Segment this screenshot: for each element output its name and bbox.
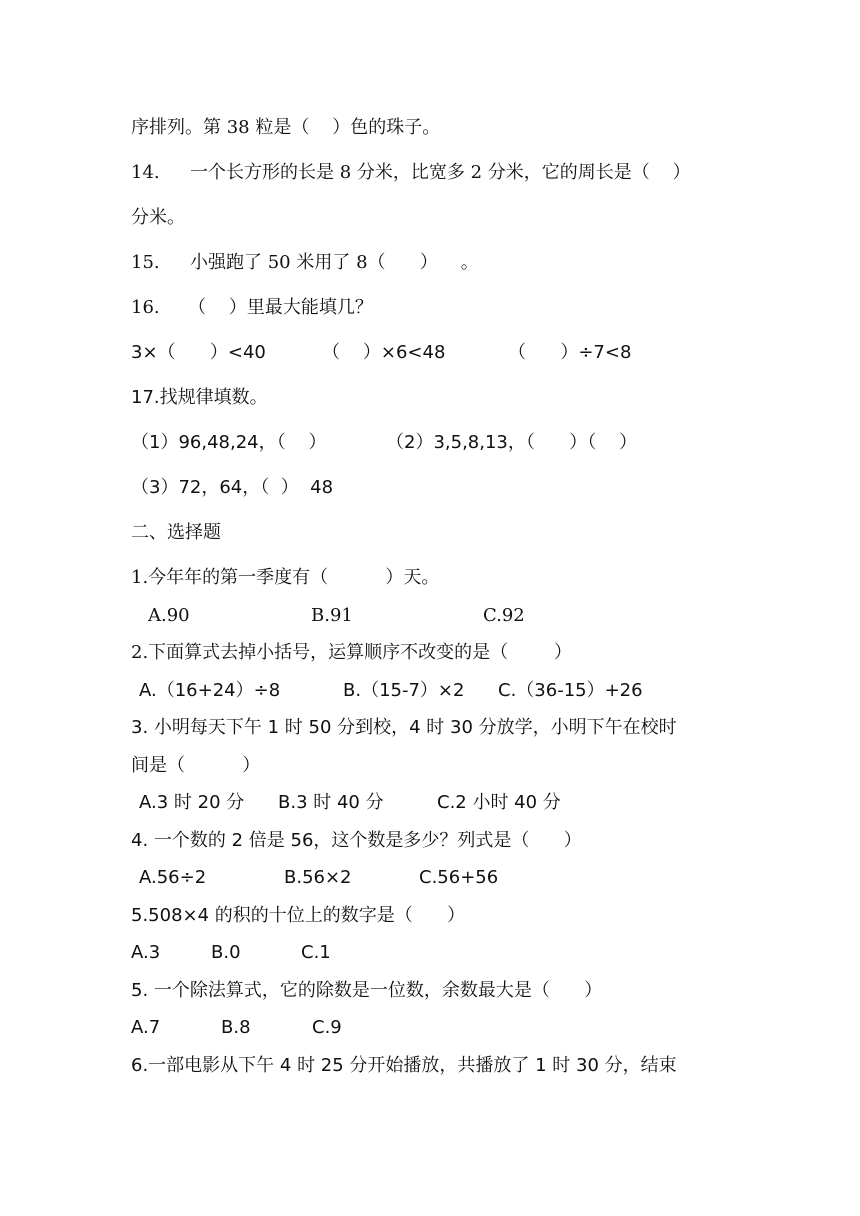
choice-3-option-a: A.3 时 20 分 <box>139 792 245 813</box>
choice-7-question: 6.一部电影从下午 4 时 25 分开始播放，共播放了 1 时 30 分，结束 <box>131 1055 677 1076</box>
choice-3-continuation: 间是（ ） <box>131 755 261 776</box>
choice-6-option-c: C.9 <box>312 1017 342 1038</box>
choice-3-option-b: B.3 时 40 分 <box>278 792 384 813</box>
q17-item-2: （2）3,5,8,13，（ ）（ ） <box>386 432 638 453</box>
choice-4-option-a: A.56÷2 <box>139 867 207 888</box>
choice-1-question: 1.今年年的第一季度有（ ）天。 <box>131 567 440 588</box>
section-heading-choice: 二、选择题 <box>131 522 221 543</box>
choice-5-option-b: B.0 <box>211 942 241 963</box>
q17-heading: 17.找规律填数。 <box>131 387 268 408</box>
choice-2-option-c: C.（36-15）+26 <box>498 680 643 701</box>
choice-2-option-b: B.（15-7）×2 <box>343 680 465 701</box>
choice-6-question: 5. 一个除法算式，它的除数是一位数，余数最大是（ ） <box>131 980 603 1001</box>
choice-3-question: 3. 小明每天下午 1 时 50 分到校，4 时 30 分放学，小明下午在校时 <box>131 717 677 738</box>
choice-2-option-a: A.（16+24）÷8 <box>139 680 281 701</box>
q17-item-3: （3）72，64，（ ） 48 <box>131 477 334 498</box>
choice-1-option-a: A.90 <box>148 605 190 626</box>
choice-6-option-a: A.7 <box>131 1017 161 1038</box>
choice-5-question: 5.508×4 的积的十位上的数字是（ ） <box>131 905 466 926</box>
q16-text: （ ）里最大能填几？ <box>188 297 373 318</box>
q16-item-b: （ ）×6<48 <box>322 342 446 363</box>
q14-continuation: 分米。 <box>131 207 185 228</box>
choice-2-question: 2.下面算式去掉小括号，运算顺序不改变的是（ ） <box>131 642 572 663</box>
choice-3-option-c: C.2 小时 40 分 <box>437 792 561 813</box>
q14-number: 14. <box>131 162 160 183</box>
choice-1-option-b: B.91 <box>311 605 353 626</box>
q17-item-1: （1）96,48,24，（ ） <box>131 432 327 453</box>
q15-number: 15. <box>131 252 160 273</box>
q16-item-a: 3×（ ）<40 <box>131 342 266 363</box>
q15-text: 小强跑了 50 米用了 8（ ） 。 <box>190 252 479 273</box>
q14-text: 一个长方形的长是 8 分米，比宽多 2 分米，它的周长是（ ） <box>190 162 691 183</box>
q13-continuation: 序排列。第 38 粒是（ ）色的珠子。 <box>131 117 441 138</box>
q16-item-c: （ ）÷7<8 <box>508 342 632 363</box>
choice-5-option-a: A.3 <box>131 942 161 963</box>
choice-4-option-c: C.56+56 <box>419 867 499 888</box>
choice-5-option-c: C.1 <box>301 942 331 963</box>
q16-number: 16. <box>131 297 160 318</box>
choice-1-option-c: C.92 <box>483 605 525 626</box>
choice-6-option-b: B.8 <box>221 1017 251 1038</box>
choice-4-option-b: B.56×2 <box>284 867 352 888</box>
choice-4-question: 4. 一个数的 2 倍是 56，这个数是多少？列式是（ ） <box>131 830 582 851</box>
